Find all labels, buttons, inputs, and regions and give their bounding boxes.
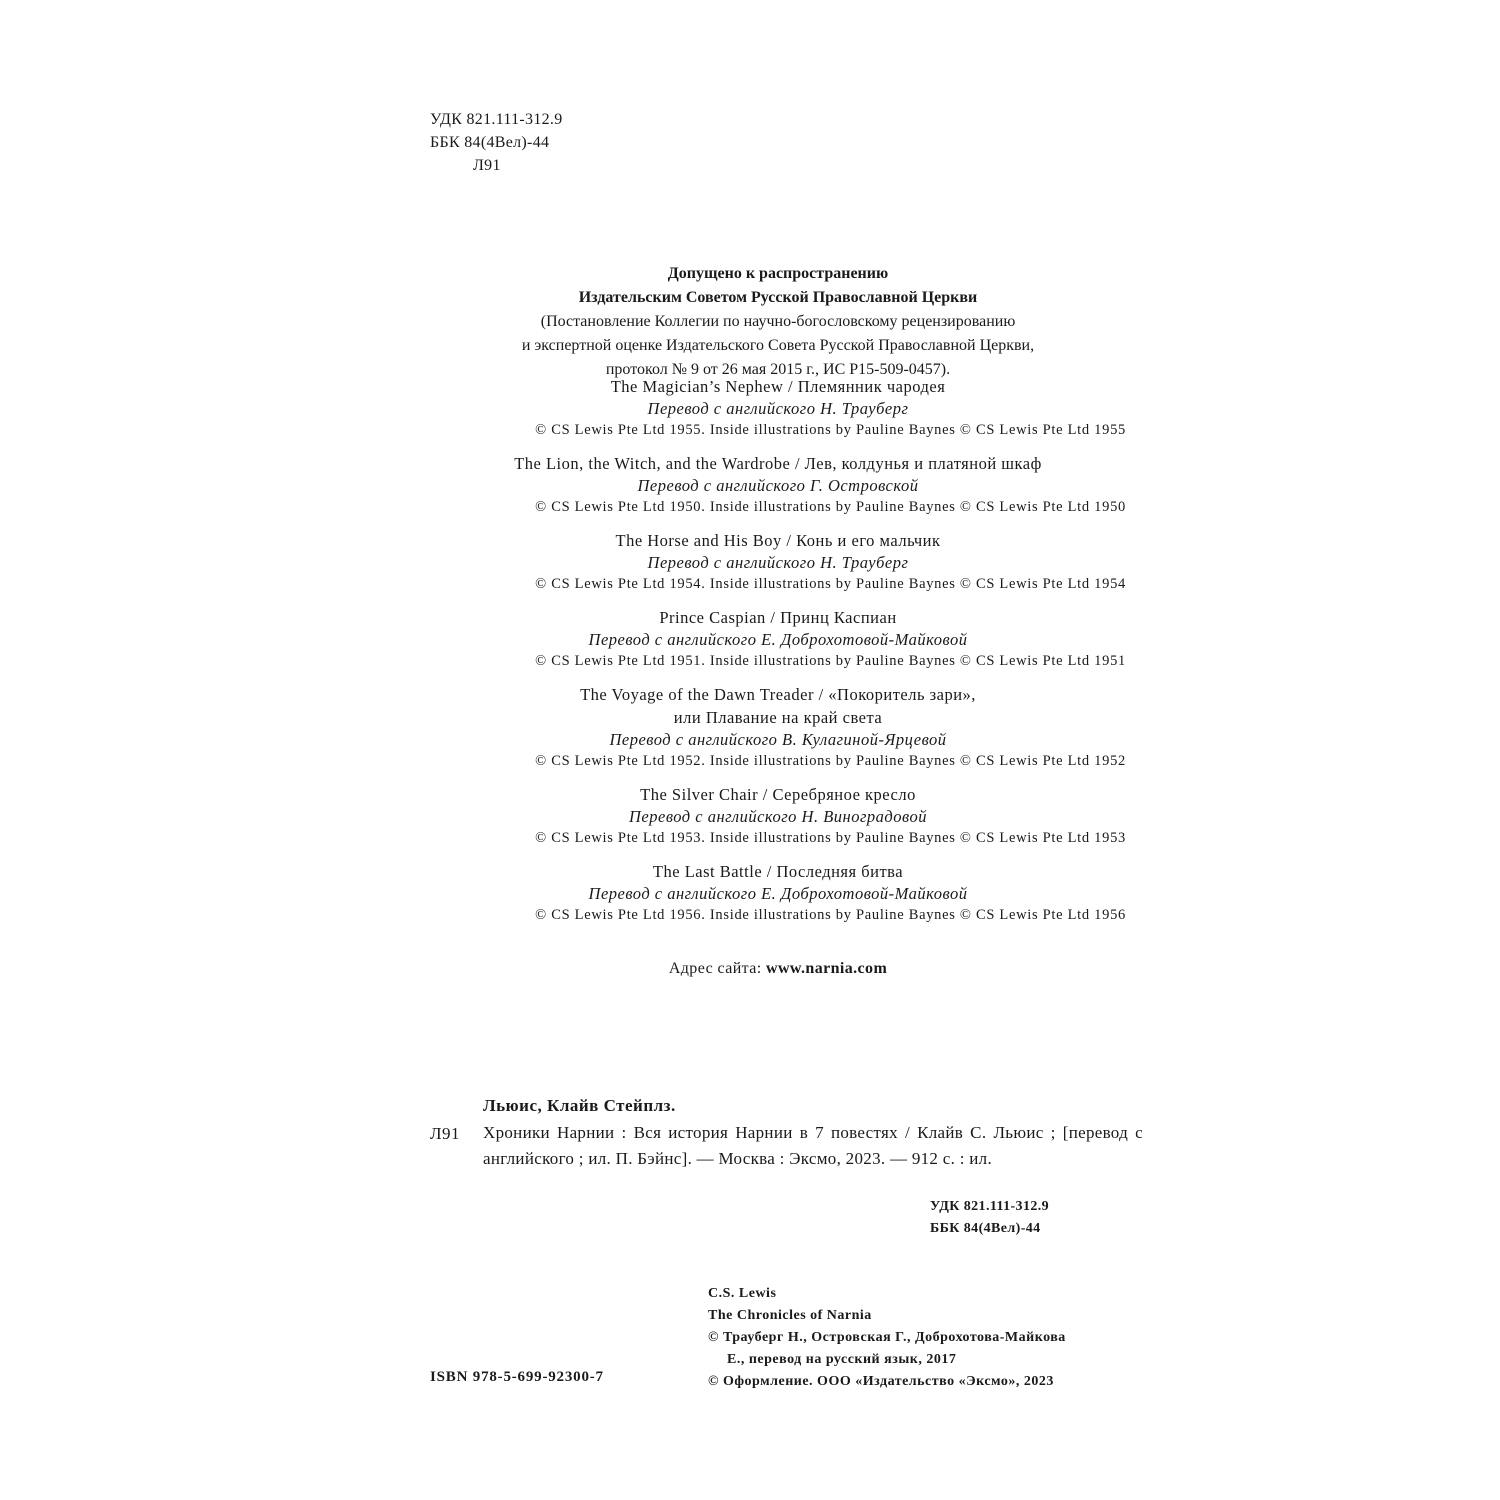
book-entry [430, 606, 1126, 672]
book-entry [430, 783, 1126, 849]
book-translation: Перевод с английского Е. Доброхотовой-Майковой [588, 884, 968, 903]
credits-block [708, 1283, 1148, 1393]
catalog-udk: УДК 821.111-312.9 [930, 1199, 1050, 1214]
classification-top [430, 108, 563, 177]
book-copyright: © CS Lewis Pte Ltd 1954. Inside illustrations by Pauline Baynes © CS Lewis Pte Ltd 1954 [535, 576, 1126, 592]
book-title-continued: или Плавание на край света [673, 708, 883, 727]
site-url: www.narnia.com [766, 960, 888, 977]
book-copyright: © CS Lewis Pte Ltd 1950. Inside illustrations by Pauline Baynes © CS Lewis Pte Ltd 1950 [535, 499, 1126, 515]
book-entry [430, 375, 1126, 441]
approval-line-2: Издательским Советом Русской Православной Церкви [578, 289, 978, 306]
book-translation: Перевод с английского В. Кулагиной-Ярцевой [609, 730, 947, 749]
church-approval [430, 262, 1126, 382]
book-title: The Voyage of the Dawn Treader / «Покоритель зари», [580, 685, 976, 704]
approval-line-3: (Постановление Коллегии по научно-богословскому рецензированию [540, 313, 1016, 330]
catalog-code: Л91 [430, 1124, 461, 1143]
book-title: The Last Battle / Последняя битва [652, 862, 904, 881]
approval-line-5: протокол № 9 от 26 мая 2015 г., ИС Р15-509-0457). [605, 361, 951, 378]
credits-translators: © Трауберг Н., Островская Г., Доброхотова-Майкова [708, 1330, 1066, 1345]
book-title: The Horse and His Boy / Конь и его мальчик [615, 531, 941, 550]
udk-code: УДК 821.111-312.9 [430, 111, 563, 128]
book-copyright: © CS Lewis Pte Ltd 1955. Inside illustrations by Pauline Baynes © CS Lewis Pte Ltd 1955 [535, 422, 1126, 438]
book-translation: Перевод с английского Г. Островской [637, 476, 919, 495]
books-list [430, 375, 1126, 937]
author-mark: Л91 [473, 157, 501, 174]
book-title: The Lion, the Witch, and the Wardrobe / Лев, колдунья и платяной шкаф [514, 454, 1042, 473]
credits-author: C.S. Lewis [708, 1286, 777, 1301]
isbn: ISBN 978-5-699-92300-7 [430, 1369, 604, 1385]
catalog-description: Хроники Нарнии : Вся история Нарнии в 7 повестях / Клайв С. Льюис ; [перевод с английского ; ил. П. Бэйнс]. — Москва : Эксмо, 2023. — 912 с. : ил. [483, 1123, 1143, 1168]
book-title: Prince Caspian / Принц Каспиан [659, 608, 897, 627]
catalog-classification [930, 1196, 1126, 1240]
book-translation: Перевод с английского Н. Трауберг [647, 553, 909, 572]
book-translation: Перевод с английского Н. Виноградовой [629, 807, 927, 826]
catalog-author: Льюис, Клайв Стейплз. [483, 1096, 676, 1115]
catalog-bbk: ББК 84(4Вел)-44 [930, 1221, 1041, 1236]
book-translation: Перевод с английского Е. Доброхотовой-Майковой [588, 630, 968, 649]
book-title: The Silver Chair / Серебряное кресло [640, 785, 916, 804]
book-entry [430, 683, 1126, 772]
bbk-code: ББК 84(4Вел)-44 [430, 134, 550, 151]
book-entry [430, 529, 1126, 595]
credits-translators-continued: Е., перевод на русский язык, 2017 [727, 1352, 957, 1367]
book-title: The Magician’s Nephew / Племянник чародея [610, 377, 946, 396]
approval-line-1: Допущено к распространению [667, 265, 889, 282]
book-entry [430, 860, 1126, 926]
book-copyright: © CS Lewis Pte Ltd 1952. Inside illustrations by Pauline Baynes © CS Lewis Pte Ltd 1952 [535, 753, 1126, 769]
book-entry [430, 452, 1126, 518]
site-address [430, 960, 1126, 978]
book-copyright: © CS Lewis Pte Ltd 1953. Inside illustrations by Pauline Baynes © CS Lewis Pte Ltd 1953 [535, 830, 1126, 846]
approval-line-4: и экспертной оценке Издательского Совета Русской Православной Церкви, [521, 337, 1035, 354]
book-copyright: © CS Lewis Pte Ltd 1956. Inside illustrations by Pauline Baynes © CS Lewis Pte Ltd 1956 [535, 907, 1126, 923]
book-copyright: © CS Lewis Pte Ltd 1951. Inside illustrations by Pauline Baynes © CS Lewis Pte Ltd 1951 [535, 653, 1126, 669]
book-translation: Перевод с английского Н. Трауберг [647, 399, 909, 418]
credits-original-title: The Chronicles of Narnia [708, 1308, 872, 1323]
site-label: Адрес сайта: [668, 960, 767, 977]
credits-design: © Оформление. ООО «Издательство «Эксмо», 2023 [708, 1374, 1054, 1389]
